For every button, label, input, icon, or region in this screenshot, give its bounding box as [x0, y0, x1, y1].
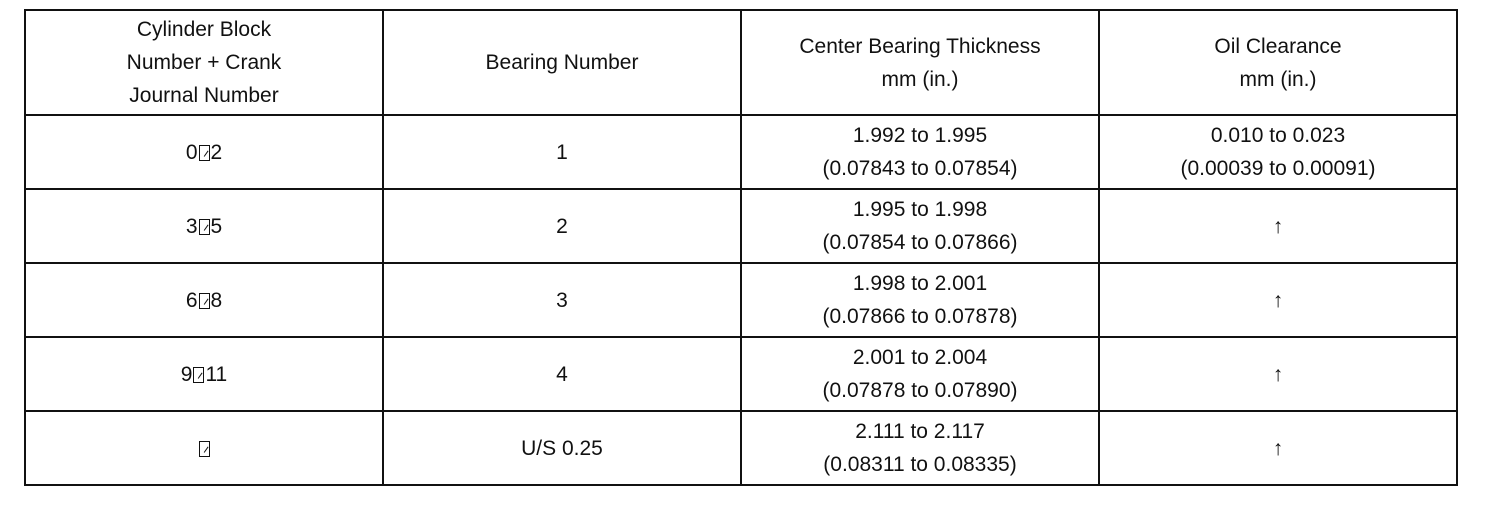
bearing-number-cell [383, 411, 741, 485]
header-line: Oil Clearance [1214, 34, 1342, 58]
clearance-cell [1099, 115, 1457, 189]
same-as-above-arrow-icon: ↑ [1272, 214, 1284, 238]
thickness-in: (0.07843 to 0.07854) [822, 157, 1018, 180]
thickness-in: (0.07878 to 0.07890) [822, 379, 1018, 402]
thickness-mm: 1.995 to 1.998 [852, 198, 988, 221]
sum-range-end: 8 [210, 288, 223, 312]
header-center-bearing-thickness [741, 10, 1099, 115]
bearing-number: 3 [556, 288, 568, 312]
header-line: Number + Crank [126, 51, 282, 74]
cylinder-journal-sum-cell [25, 263, 383, 337]
header-unit-line: mm (in.) [881, 67, 959, 91]
missing-glyph-icon [193, 367, 204, 383]
clearance-cell [1099, 189, 1457, 263]
sum-range-end: 11 [205, 362, 228, 386]
same-as-above-arrow-icon: ↑ [1272, 288, 1284, 312]
missing-glyph-icon [199, 145, 210, 161]
clearance-cell [1099, 263, 1457, 337]
thickness-in: (0.07866 to 0.07878) [822, 305, 1018, 328]
table-row [25, 189, 1457, 263]
sum-range-end: 2 [210, 140, 223, 164]
table-row [25, 411, 1457, 485]
bearing-spec-table-container [24, 9, 1458, 486]
bearing-spec-table [24, 9, 1458, 486]
thickness-mm: 2.001 to 2.004 [852, 346, 988, 369]
table-row [25, 263, 1457, 337]
cylinder-journal-sum-cell [25, 337, 383, 411]
clearance-mm: 0.010 to 0.023 [1210, 124, 1346, 147]
cylinder-journal-sum-cell [25, 411, 383, 485]
thickness-cell [741, 337, 1099, 411]
header-line: Center Bearing Thickness [799, 34, 1041, 58]
thickness-cell [741, 263, 1099, 337]
table-row [25, 337, 1457, 411]
missing-glyph-icon [199, 441, 210, 457]
header-cylinder-block-journal [25, 10, 383, 115]
bearing-number: 2 [556, 214, 568, 238]
thickness-in: (0.07854 to 0.07866) [822, 231, 1018, 254]
bearing-number-cell [383, 263, 741, 337]
header-line: Bearing Number [485, 51, 639, 74]
thickness-mm: 1.998 to 2.001 [852, 272, 988, 295]
sum-range-start: 3 [185, 214, 198, 238]
thickness-cell [741, 411, 1099, 485]
thickness-mm: 1.992 to 1.995 [852, 124, 988, 147]
cylinder-journal-sum-cell [25, 115, 383, 189]
header-row [25, 10, 1457, 115]
header-oil-clearance [1099, 10, 1457, 115]
bearing-number-cell [383, 337, 741, 411]
clearance-in: (0.00039 to 0.00091) [1180, 157, 1376, 180]
sum-range-start: 9 [180, 362, 193, 386]
thickness-in: (0.08311 to 0.08335) [823, 453, 1017, 476]
bearing-number: 4 [556, 362, 568, 386]
thickness-cell [741, 189, 1099, 263]
bearing-number-cell [383, 189, 741, 263]
bearing-number: U/S 0.25 [521, 436, 603, 460]
header-line: Journal Number [129, 84, 279, 107]
sum-range-start: 6 [185, 288, 198, 312]
sum-range-start: 0 [185, 140, 198, 164]
bearing-number: 1 [556, 140, 568, 164]
thickness-mm: 2.111 to 2.117 [855, 420, 985, 443]
same-as-above-arrow-icon: ↑ [1272, 436, 1284, 460]
header-bearing-number [383, 10, 741, 115]
clearance-cell [1099, 411, 1457, 485]
missing-glyph-icon [199, 293, 210, 309]
thickness-cell [741, 115, 1099, 189]
header-line: Cylinder Block [136, 18, 272, 41]
sum-range-end: 5 [210, 214, 223, 238]
header-unit-line: mm (in.) [1239, 67, 1317, 91]
same-as-above-arrow-icon: ↑ [1272, 362, 1284, 386]
bearing-number-cell [383, 115, 741, 189]
cylinder-journal-sum-cell [25, 189, 383, 263]
clearance-cell [1099, 337, 1457, 411]
table-row [25, 115, 1457, 189]
missing-glyph-icon [199, 219, 210, 235]
